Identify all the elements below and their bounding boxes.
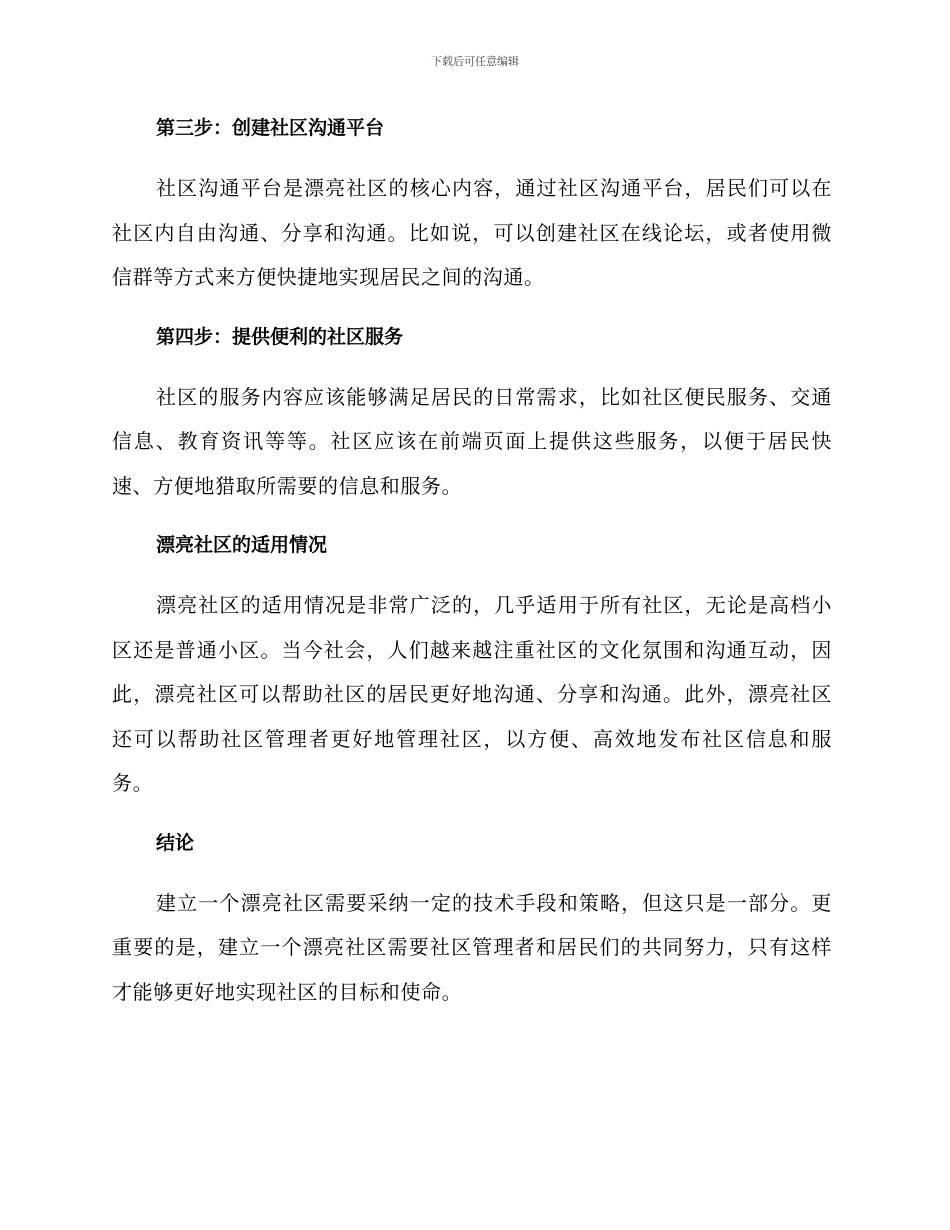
section-heading-conclusion: 结论 xyxy=(156,831,195,854)
page-header: 下载后可任意编辑 xyxy=(431,55,519,68)
document-body xyxy=(112,110,832,1014)
section-paragraph-applicability: 漂亮社区的适用情况是非常广泛的，几乎适用于所有社区，无论是高档小区还是普通小区。当今社会，人们越来越注重社区的文化氛围和沟通互动，因此，漂亮社区可以帮助社区的居民更好地沟通、分享和沟通。此外，漂亮社区还可以帮助社区管理者更好地管理社区，以方便、高效地发布社区信息和服务。 xyxy=(112,593,832,795)
section-paragraph-conclusion: 建立一个漂亮社区需要采纳一定的技术手段和策略，但这只是一部分。更重要的是，建立一个漂亮社区需要社区管理者和居民们的共同努力，只有这样才能够更好地实现社区的目标和使命。 xyxy=(112,890,832,1004)
section-heading-step-four: 第四步：提供便利的社区服务 xyxy=(156,325,404,348)
section-heading-step-three: 第三步：创建社区沟通平台 xyxy=(156,117,385,139)
section-heading-applicability: 漂亮社区的适用情况 xyxy=(156,534,328,556)
section-paragraph-step-four: 社区的服务内容应该能够满足居民的日常需求，比如社区便民服务、交通信息、教育资讯等等。社区应该在前端页面上提供这些服务，以便于居民快速、方便地猎取所需要的信息和服务。 xyxy=(112,384,832,498)
section-paragraph-step-three: 社区沟通平台是漂亮社区的核心内容，通过社区沟通平台，居民们可以在社区内自由沟通、分享和沟通。比如说，可以创建社区在线论坛，或者使用微信群等方式来方便快捷地实现居民之间的沟通。 xyxy=(112,176,832,289)
